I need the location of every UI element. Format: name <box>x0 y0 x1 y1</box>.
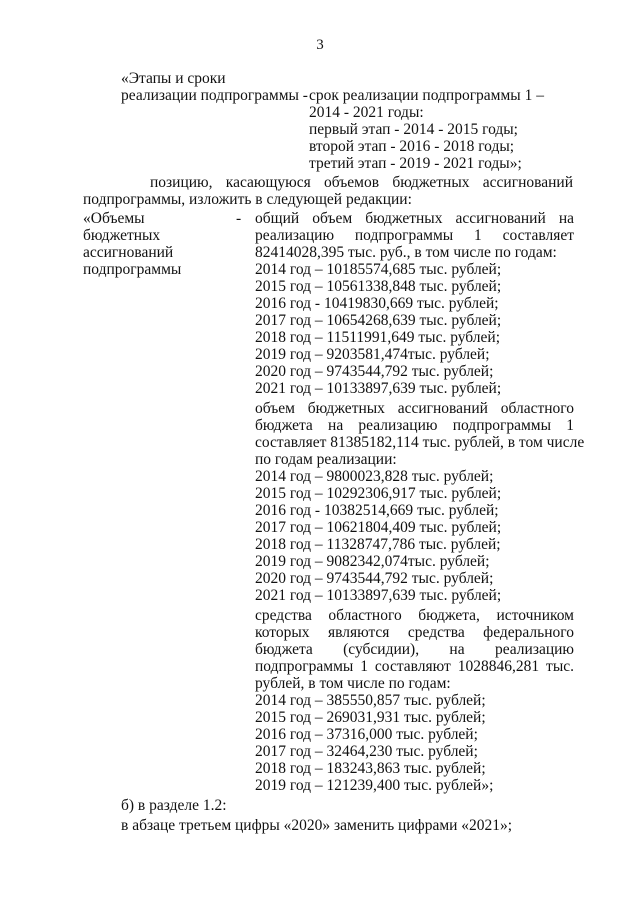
stages-value-line2: 2014 - 2021 годы: <box>309 104 424 121</box>
word: ассигнований <box>482 174 573 191</box>
total-year: 2018 год – 11511991,649 тыс. рублей; <box>255 329 501 346</box>
regional-year: 2021 год – 10133897,639 тыс. рублей; <box>255 587 502 604</box>
federal-year: 2019 год – 121239,400 тыс. рублей»; <box>255 777 494 794</box>
total-line: общий объем бюджетных ассигнований на <box>255 210 574 227</box>
stage-second: второй этап - 2016 - 2018 годы; <box>309 138 515 155</box>
volumes-label-line: бюджетных <box>83 227 161 244</box>
federal-line: рублей, в том числе по годам: <box>255 675 451 692</box>
stages-value-line1: срок реализации подпрограммы 1 – <box>309 87 544 104</box>
position-paragraph-line2: подпрограммы, изложить в следующей редакции: <box>83 191 412 208</box>
federal-line: бюджета (субсидии), на реализацию <box>255 641 574 658</box>
volumes-label-line: ассигнований <box>83 244 174 261</box>
federal-year: 2015 год – 269031,931 тыс. рублей; <box>255 709 486 726</box>
federal-year: 2016 год – 37316,000 тыс. рублей; <box>255 726 478 743</box>
regional-line: бюджета на реализацию подпрограммы 1 <box>255 417 574 434</box>
regional-year: 2014 год – 9800023,828 тыс. рублей; <box>255 468 494 485</box>
federal-year: 2017 год – 32464,230 тыс. рублей; <box>255 743 478 760</box>
volumes-label-line: подпрограммы <box>83 261 182 278</box>
total-year: 2017 год – 10654268,639 тыс. рублей; <box>255 312 502 329</box>
regional-year: 2016 год - 10382514,669 тыс. рублей; <box>255 502 499 519</box>
stages-label-line1: «Этапы и сроки <box>121 70 226 87</box>
regional-line: объем бюджетных ассигнований областного <box>255 400 574 417</box>
total-line: реализацию подпрограммы 1 составляет <box>255 227 574 244</box>
regional-year: 2015 год – 10292306,917 тыс. рублей; <box>255 485 502 502</box>
federal-line: средства областного бюджета, источником <box>255 607 574 624</box>
volumes-label-line: «Объемы <box>83 210 145 227</box>
page-number: 3 <box>316 37 324 53</box>
section-b-heading: б) в разделе 1.2: <box>121 797 227 814</box>
stage-third: третий этап - 2019 - 2021 годы»; <box>309 155 522 172</box>
word: позицию, <box>150 174 213 191</box>
federal-line: которых являются средства федерального <box>255 624 574 641</box>
word: объемов <box>324 174 380 191</box>
total-year: 2019 год – 9203581,474тыс. рублей; <box>255 346 490 363</box>
total-year: 2015 год – 10561338,848 тыс. рублей; <box>255 278 502 295</box>
total-year: 2021 год – 10133897,639 тыс. рублей; <box>255 380 502 397</box>
regional-line: составляет 81385182,114 тыс. рублей, в том числе <box>255 434 585 451</box>
paragraph-third-instruction: в абзаце третьем цифры «2020» заменить цифрами «2021»; <box>121 817 513 834</box>
word: бюджетных <box>392 174 470 191</box>
stage-first: первый этап - 2014 - 2015 годы; <box>309 121 518 138</box>
regional-year: 2018 год – 11328747,786 тыс. рублей; <box>255 536 501 553</box>
total-year: 2020 год – 9743544,792 тыс. рублей; <box>255 363 494 380</box>
regional-year: 2019 год – 9082342,074тыс. рублей; <box>255 553 490 570</box>
federal-line: подпрограммы 1 составляют 1028846,281 тыс. <box>255 658 574 675</box>
volumes-dash: - <box>236 210 242 227</box>
regional-line: по годам реализации: <box>255 451 397 468</box>
regional-year: 2020 год – 9743544,792 тыс. рублей; <box>255 570 494 587</box>
position-paragraph-line1 <box>150 174 573 191</box>
federal-year: 2018 год – 183243,863 тыс. рублей; <box>255 760 486 777</box>
regional-year: 2017 год – 10621804,409 тыс. рублей; <box>255 519 502 536</box>
total-line: 82414028,395 тыс. руб., в том числе по годам: <box>255 244 557 261</box>
total-year: 2016 год - 10419830,669 тыс. рублей; <box>255 295 499 312</box>
stages-label-line2: реализации подпрограммы - <box>121 87 308 104</box>
total-year: 2014 год – 10185574,685 тыс. рублей; <box>255 261 502 278</box>
word: касающуюся <box>225 174 311 191</box>
federal-year: 2014 год – 385550,857 тыс. рублей; <box>255 692 486 709</box>
